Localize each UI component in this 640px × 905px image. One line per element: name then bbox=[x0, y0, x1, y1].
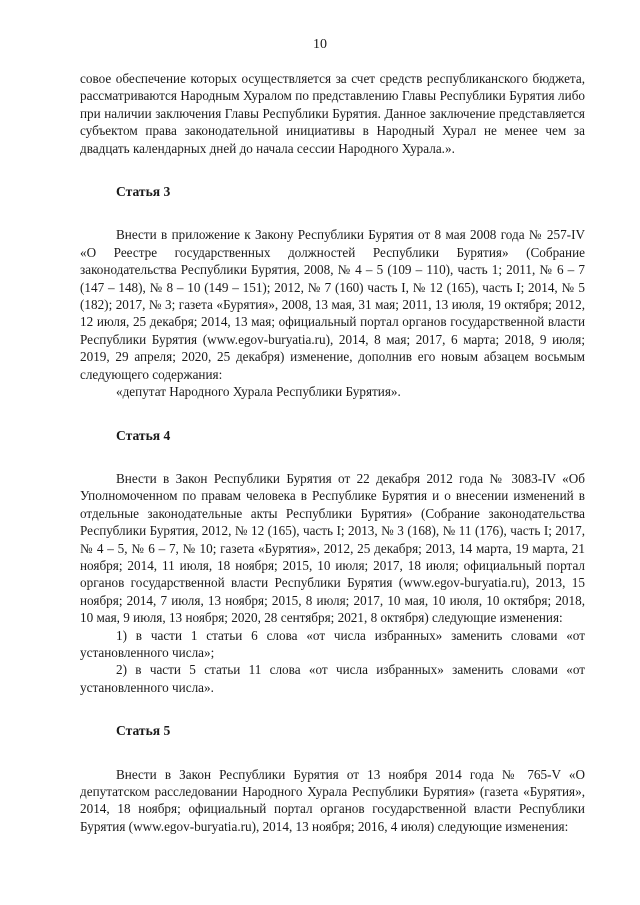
page-number: 10 bbox=[313, 37, 327, 52]
article-5-paragraph: Внести в Закон Республики Бурятия от 13 ноября 2014 года № 765-V «О депутатском расследовании Народного Хурала Республики Бурятия» (газета «Бурятия», 2014, 18 ноября; официальный портал органов государственной власти Республики Бурятия (www.egov-buryatia.ru), 2014, 13 ноября; 2016, 4 июля) следующие изменения: bbox=[80, 766, 585, 834]
article-4-item-2: 2) в части 5 статьи 11 слова «от числа избранных» заменить словами «от установленного числа». bbox=[80, 662, 585, 695]
intro-paragraph: совое обеспечение которых осуществляется за счет средств республиканского бюджета, рассматриваются Народным Хуралом по представлению Главы Республики Бурятия либо при наличии заключения Главы Республики Бурятия. Данное заключение представляется субъектом права законодательной инициативы в Народный Хурал не менее чем за двадцать календарных дней до начала сессии Народного Хурала.». bbox=[80, 71, 585, 156]
document-body bbox=[80, 70, 585, 835]
article-5-heading: Статья 5 bbox=[116, 723, 171, 739]
article-4-item-1: 1) в части 1 статьи 6 слова «от числа избранных» заменить словами «от установленного числа»; bbox=[80, 627, 585, 660]
article-4-heading: Статья 4 bbox=[116, 427, 171, 443]
article-3-paragraph: Внести в приложение к Закону Республики Бурятия от 8 мая 2008 года № 257-IV «О Реестре государственных должностей Республики Бурятия» (Собрание законодательства Республики Бурятия, 2008, № 4 – 5 (109 – 110), часть 1; 2011, № 6 – 7 (147 – 148), № 8 – 10 (149 – 151); 2012, № 7 (160) часть I, № 12 (165), часть I; 2014, № 5 (182); 2017, № 3; газета «Бурятия», 2008, 13 мая, 31 мая; 2011, 13 июля, 19 октября; 2012, 12 июля, 25 декабря; 2014, 13 мая; официальный портал органов государственной власти Республики Бурятия (www.egov-buryatia.ru), 2014, 8 мая; 2017, 6 марта; 2018, 9 июля; 2019, 29 апреля; 2020, 25 декабря) изменение, дополнив его новым абзацем восьмым следующего содержания: bbox=[80, 227, 585, 382]
article-4-paragraph: Внести в Закон Республики Бурятия от 22 декабря 2012 года № 3083-IV «Об Уполномоченном по правам человека в Республике Бурятия и о внесении изменений в отдельные законодательные акты Республики Бурятия» (Собрание законодательства Республики Бурятия, 2012, № 12 (165), часть I; 2013, № 3 (168), № 11 (176), часть I; 2017, № 4 – 5, № 6 – 7, № 10; газета «Бурятия», 2012, 25 декабря; 2013, 14 марта, 19 марта, 21 ноября; 2014, 11 июля, 18 ноября; 2015, 10 июля; 2017, 18 июля; официальный портал органов государственной власти Республики Бурятия (www.egov-buryatia.ru), 2013, 15 ноября; 2014, 7 июля, 13 ноября; 2015, 8 июля; 2017, 10 мая, 10 июля, 10 октября; 2018, 10 мая, 9 июля, 13 ноября; 2020, 28 сентября; 2021, 8 октября) следующие изменения: bbox=[80, 470, 585, 626]
article-3-heading: Статья 3 bbox=[116, 184, 171, 200]
article-3-new-clause: «депутат Народного Хурала Республики Бурятия». bbox=[116, 384, 401, 400]
